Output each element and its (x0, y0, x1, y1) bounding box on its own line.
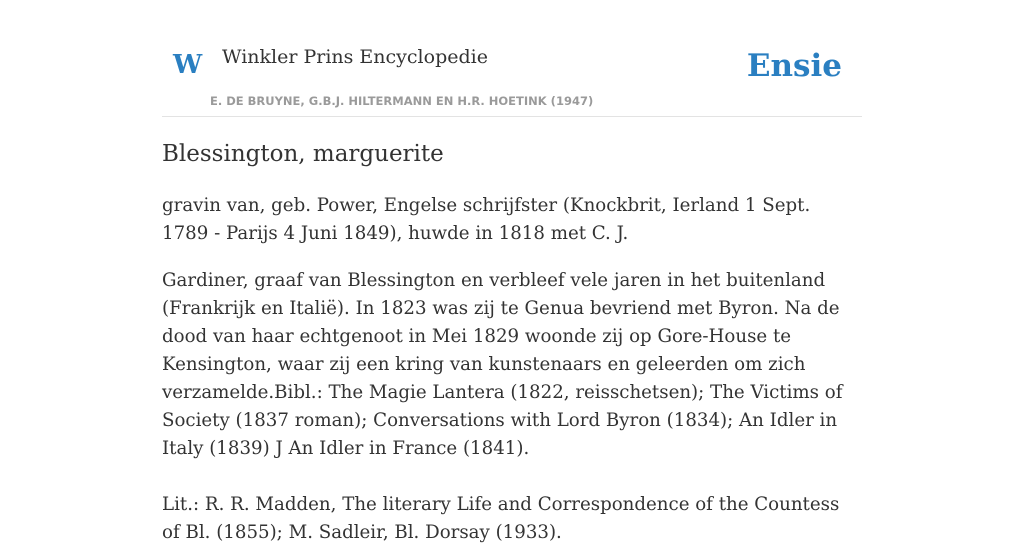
article (162, 138, 862, 547)
header (162, 0, 862, 117)
article-paragraph: Lit.: R. R. Madden, The literary Life and Correspondence of the Countess of Bl. (1855); M. Sadleir, Bl. Dorsay (1933). (162, 494, 840, 543)
article-title: Blessington, marguerite (162, 141, 444, 167)
publication-title[interactable]: Winkler Prins Encyclopedie (222, 46, 488, 68)
ensie-brand-logo[interactable]: Ensie (746, 48, 842, 84)
encyclopedia-logo-icon[interactable]: W (173, 50, 203, 80)
article-paragraph: Gardiner, graaf van Blessington en verbleef vele jaren in het buitenland (Frankrijk en Italië). In 1823 was zij te Genua bevriend met Byron. Na de dood van haar echtgenoot in Mei 1829 woonde zij op Gore-House te Kensington, waar zij een kring van kunstenaars en geleerden om zich verzamelde.Bibl.: The Magie Lantera (1822, reisschetsen); The Victims of Society (1837 roman); Conversations with Lord Byron (1834); An Idler in Italy (1839) J An Idler in France (1841). (162, 270, 843, 459)
publication-authors: E. DE BRUYNE, G.B.J. HILTERMANN EN H.R. HOETINK (1947) (210, 94, 594, 108)
article-paragraph: gravin van, geb. Power, Engelse schrijfster (Knockbrit, Ierland 1 Sept. 1789 - Parijs 4 Juni 1849), huwde in 1818 met C. J. (162, 195, 811, 244)
